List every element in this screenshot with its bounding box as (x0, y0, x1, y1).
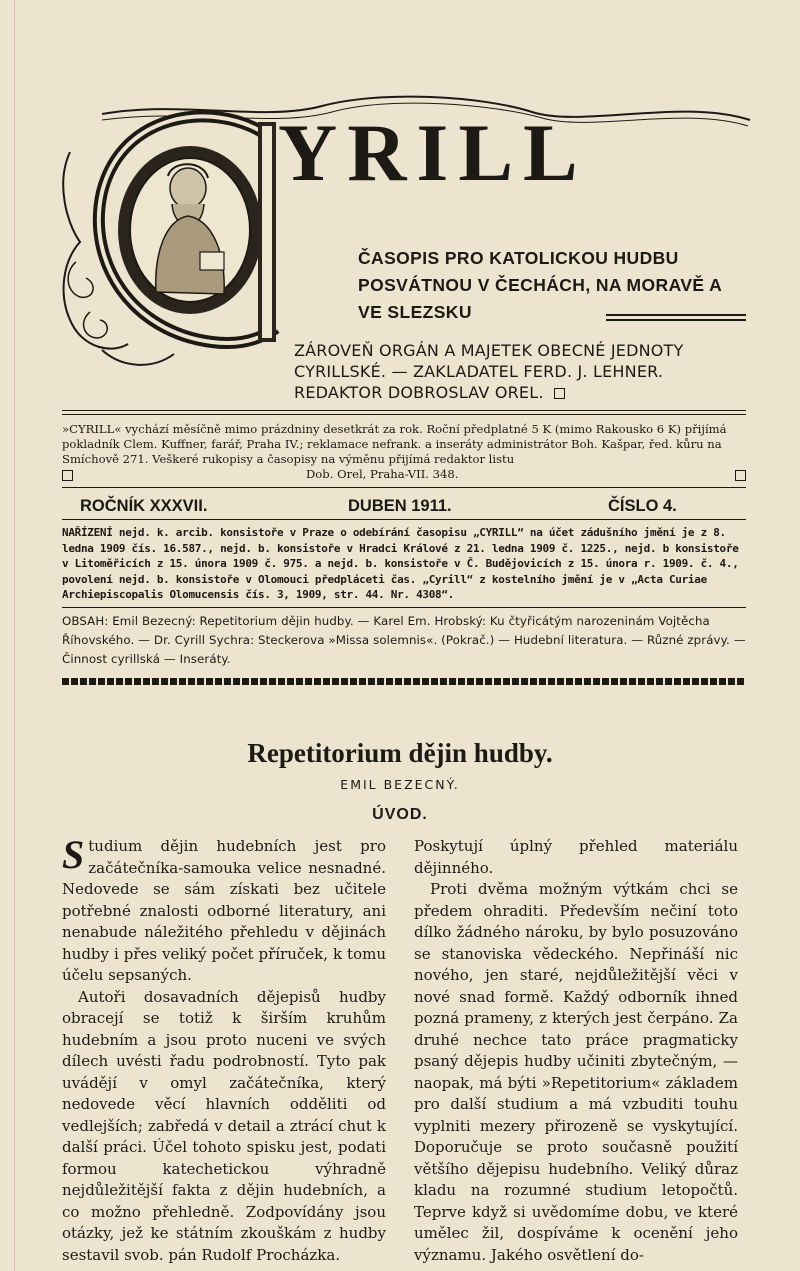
divider (62, 410, 746, 415)
divider (62, 487, 746, 488)
box-ornament-icon (62, 470, 73, 481)
paragraph-text: tudium dějin hudebních jest pro začátečníka-samouka velice nesnadné. Nedovede se sám získati bez učitele potřebné znalosti odborné literatury, ani nenabude náležitého přehledu v dějinách hudby i přes veliký počet příruček, k tomu účelu sepsaných. (62, 837, 386, 984)
volume-label: ROČNÍK XXXVII. (80, 497, 208, 515)
divider (62, 519, 746, 520)
subscription-info (62, 422, 746, 482)
journal-subtitle: ČASOPIS PRO KATOLICKOU HUDBU POSVÁTNOU V ČECHÁCH, NA MORAVĚ A VE SLEZSKU (358, 248, 722, 322)
organ-text: ZÁROVEŇ ORGÁN A MAJETEK OBECNÉ JEDNOTY CYRILLSKÉ. — ZAKLADATEL FERD. J. LEHNER. REDAKTOR DOBROSLAV OREL. (294, 341, 684, 402)
decree-notice: NAŘÍZENÍ nejd. k. arcib. konsistoře v Praze o odebírání časopisu „CYRILL“ na účet zádušního jmění je z 8. ledna 1909 čís. 16.587., nejd. b. konsistoře v Hradci Králové z 21. ledna 1909 č. 1225., nejd. b konsistoře v Litoměřicích z 15. února 1909 č. 975. a nejd. b. konsistoře v Č. Budějovicích z 15. února r. 1909. č. 4., povolení nejd. b. konsistoře v Olomouci předpláceti čas. „Cyrill“ z kostelního jmění je v „Acta Curiae Archiepiscopalis Olomucensis čís. 3, 1909, str. 44. Nr. 4308“. (62, 526, 739, 602)
organ-line (294, 340, 754, 403)
margin-line (14, 0, 15, 1271)
subtitle-rule (606, 314, 746, 321)
paragraph (62, 832, 386, 987)
article-column-right (414, 836, 738, 1266)
article-author: EMIL BEZECNÝ. (340, 777, 460, 792)
article-title: Repetitorium dějin hudby. (247, 738, 553, 768)
box-ornament-icon (554, 388, 565, 399)
issue-number: ČÍSLO 4. (608, 497, 677, 515)
subscription-address: Dob. Orel, Praha-VII. 348. (306, 467, 459, 481)
subscription-text: »CYRILL« vychází měsíčně mimo prázdniny desetkrát za rok. Roční předplatné 5 K (mimo Rakousko 6 K) přijímá pokladník Clem. Kuffner, farář, Praha IV.; reklamace nefrank. a inseráty administrátor Boh. Kašpar, řed. kůru na Smíchově 271. Veškeré rukopisy a časopisy na výměnu přijímá redaktor listu (62, 422, 727, 466)
masthead-title: YRILL (278, 107, 588, 198)
subscription-last-line (62, 467, 746, 482)
paragraph: Proti dvěma možným výtkám chci se předem ohraditi. Především nečiní toto dílko žádného nároku, by bylo posuzováno se stanoviska vědeckého. Nepřináší nic nového, jen staré, nejdůležitější věci v nové snad formě. Každý odborník ihned pozná prameny, z kterých jest čerpáno. Za druhé nechce tato práce pragmaticky psaný dějepis hudby učiniti zbytečným, — naopak, má býti »Repetitorium« základem pro další studium a má vzbuditi touhu vyplniti mezery přirozeně se vyskytující. Doporučuje se proto současně použití většího dějepisu hudebního. Veliký důraz kladu na rozumné studium letopočtů. Teprve když si uvědomíme dobu, ve které umělec žil, dospíváme k ocenění jeho významu. Jakého osvětlení do- (414, 880, 738, 1264)
paragraph: Poskytují úplný přehled materiálu dějinného. (414, 837, 738, 877)
article-column-left (62, 832, 386, 1266)
divider (62, 607, 746, 608)
box-ornament-icon (735, 470, 746, 481)
ornament-row (62, 678, 746, 685)
issue-line (62, 493, 746, 519)
paragraph: Autoři dosavadních dějepisů hudby obracejí se totiž k širším kruhům hudebním a jsou proto nuceni ve svých dílech uvésti řadu podrobností. Tyto pak uvádějí v omyl začátečníka, který nedovede věcí hlavních odděliti od vedlejších; zabředá v detail a ztrácí chut k další práci. Účel tohoto spisku jest, podati formou katechetickou výhradně nejdůležitější fakta z dějin hudebních, a co možno přehledně. Zodpovídány jsou otázky, jež ke státním zkouškám z hudby sestavil svob. pán Rudolf Procházka. (62, 987, 386, 1264)
dropcap: S (62, 832, 85, 877)
table-of-contents: OBSAH: Emil Bezecný: Repetitorium dějin hudby. — Karel Em. Hrobský: Ku čtyřicátým narozeninám Vojtěcha Říhovského. — Dr. Cyrill Sychra: Steckerova »Missa solemnis«. (Pokrač.) — Hudební literatura. — Různé zprávy. — Činnost cyrillská — Inseráty. (62, 614, 746, 666)
issue-date: DUBEN 1911. (348, 497, 452, 515)
article-section-heading: ÚVOD. (372, 806, 428, 823)
